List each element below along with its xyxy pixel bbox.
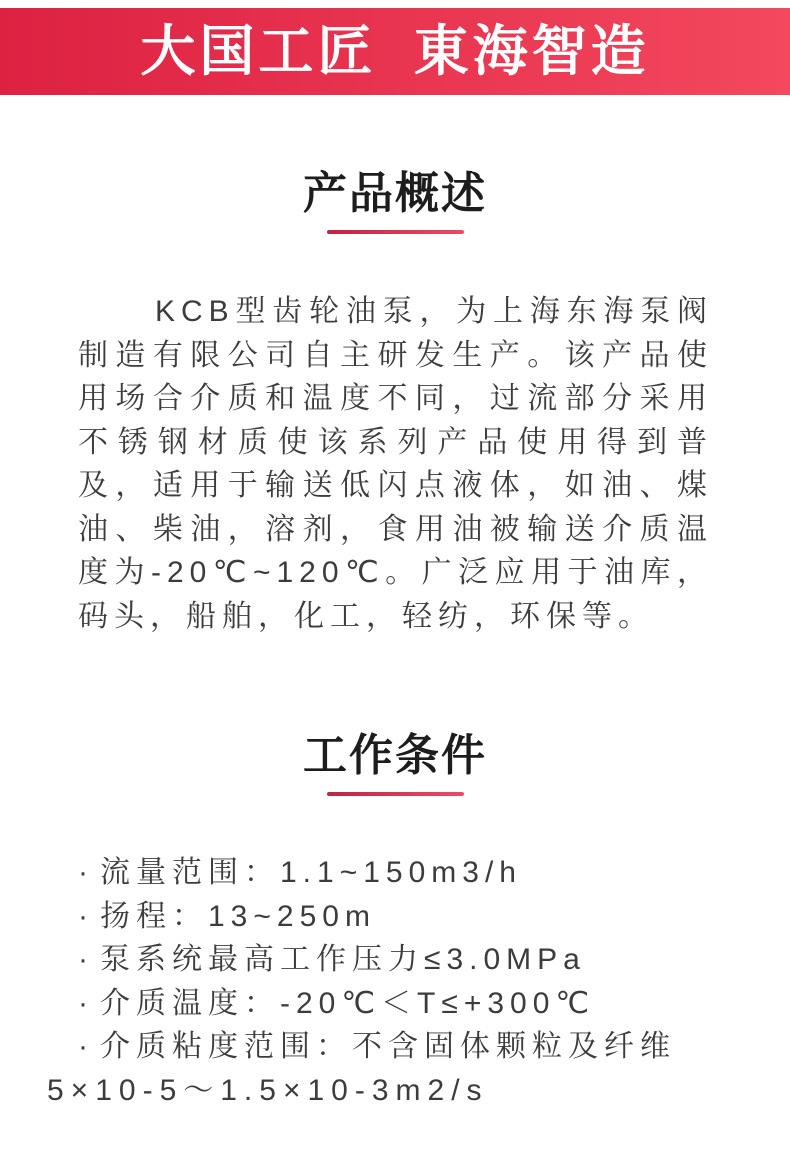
product-detail-page — [0, 8, 790, 1150]
overview-section-title: 产品概述 — [303, 169, 487, 218]
work-conditions-list — [0, 851, 790, 1069]
overview-section — [0, 169, 790, 638]
list-item — [78, 938, 750, 982]
viscosity-range-value: 5×10-5～1.5×10-3m2/s — [47, 1073, 489, 1107]
list-item — [78, 895, 750, 939]
work-conditions-title: 工作条件 — [303, 731, 487, 780]
overview-paragraph: KCB型齿轮油泵，为上海东海泵阀制造有限公司自主研发生产。该产品使用场合介质和温度不同，过流部分采用不锈钢材质使该系列产品使用得到普及，适用于输送低闪点液体，如油、煤油、柴油，溶剂，食用油被输送介质温度为-20℃~120℃。广泛应用于油库，码头，船舶，化工，轻纺，环保等。 — [78, 295, 713, 633]
bullet-dot-icon: · — [78, 1030, 94, 1063]
bullet-dot-icon: · — [78, 986, 94, 1020]
work-title-underline — [327, 792, 464, 796]
list-item — [78, 851, 750, 895]
list-item — [78, 1025, 750, 1069]
work-conditions-section — [0, 731, 790, 1112]
list-item-text: 流量范围：1.1~150m3/h — [100, 856, 522, 889]
bullet-dot-icon: · — [78, 899, 94, 933]
banner-title: 大国工匠 東海智造 — [140, 20, 650, 82]
bullet-dot-icon: · — [78, 943, 94, 976]
header-banner — [0, 8, 790, 95]
list-item-text: 介质粘度范围：不含固体颗粒及纤维 — [100, 1030, 676, 1063]
overview-title-underline — [327, 230, 464, 234]
list-item-text: 泵系统最高工作压力≤3.0MPa — [100, 943, 586, 976]
list-item — [78, 982, 750, 1026]
list-item-text: 扬程：13~250m — [100, 899, 376, 933]
bullet-dot-icon: · — [78, 856, 94, 889]
list-item-text: 介质温度：-20℃＜T≤+300℃ — [100, 986, 596, 1020]
